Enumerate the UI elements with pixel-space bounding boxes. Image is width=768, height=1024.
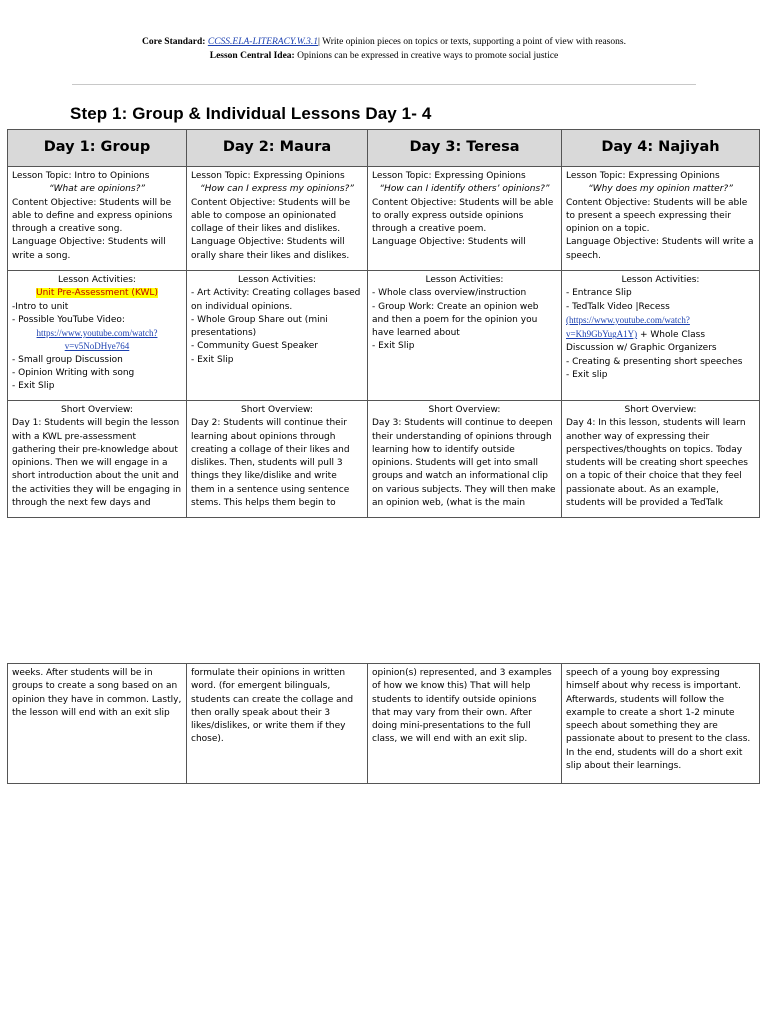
language-objective: Language Objective: Students will — [372, 237, 526, 248]
activity-item: - Whole Group Share out (mini presentations) — [191, 314, 328, 339]
day-4-overview-continued — [562, 664, 760, 784]
header-divider — [72, 84, 696, 85]
language-objective: Language Objective: Students will orally share their likes and dislikes. — [191, 237, 350, 261]
day-2-overview-continued — [187, 664, 368, 784]
language-objective: Language Objective: Students will write a song. — [12, 237, 166, 261]
central-idea-text: Opinions can be expressed in creative ways to promote social justice — [297, 51, 559, 61]
activities-title: Lesson Activities: — [238, 275, 316, 285]
activities-title: Lesson Activities: — [58, 275, 136, 285]
objectives-row — [8, 167, 760, 271]
day-2-header: Day 2: Maura — [187, 130, 368, 167]
activity-item: - Exit slip — [566, 370, 608, 381]
overview-continued-row — [8, 664, 760, 784]
activity-item: - Small group Discussion — [12, 354, 123, 365]
day-3-overview-cell — [368, 401, 562, 518]
day-2-overview-cell — [187, 401, 368, 518]
activity-item: - Community Guest Speaker — [191, 341, 318, 352]
day-2-objectives-cell — [187, 167, 368, 271]
activity-item: - Art Activity: Creating collages based on individual opinions. — [191, 288, 361, 312]
day-3-header: Day 3: Teresa — [368, 130, 562, 167]
activity-item: + Whole Class Discussion w/ Graphic Organizers — [566, 330, 717, 354]
youtube-video-link[interactable]: https://www.youtube.com/watch?v=v5NoDHye764 — [36, 328, 158, 352]
activity-item: - Opinion Writing with song — [12, 368, 135, 379]
activity-item: - Exit Slip — [372, 341, 415, 352]
essential-question: “How can I identify others’ opinions?” — [379, 184, 550, 195]
overview-text: Day 2: Students will continue their learning about opinions through creating a collage of their likes and dislikes. Then, students will pull 3 things they like/dislike and write them in a sentence using sentence stems. This helps them begin to — [191, 418, 350, 509]
day-4-overview-cell — [562, 401, 760, 518]
day-4-objectives-cell — [562, 167, 760, 271]
day-1-overview-cell — [8, 401, 187, 518]
day-3-objectives-cell — [368, 167, 562, 271]
activity-item: - Creating & presenting short speeches — [566, 356, 743, 367]
overview-text: Day 3: Students will continue to deepen their understanding of opinions through learning how to identify outside opinions. Students will get into small groups and watch an informational clip on various subjects. They will then make an opinion web, (what is the main — [372, 418, 556, 509]
lesson-topic: Lesson Topic: Expressing Opinions — [191, 171, 345, 181]
core-standard-code-link[interactable]: CCSS.ELA-LITERACY.W.3.1 — [207, 37, 319, 47]
core-standard-line — [0, 35, 768, 49]
activity-item: - Exit Slip — [12, 381, 55, 392]
activity-item: - Group Work: Create an opinion web and then a poem for the opinion you have learned about — [372, 301, 539, 339]
activity-item: - Entrance Slip — [566, 288, 632, 299]
activities-title: Lesson Activities: — [425, 275, 504, 285]
content-objective: Content Objective: Students will be able to define and express opinions through a creative song. — [12, 197, 173, 235]
overview-title: Short Overview: — [61, 405, 133, 415]
activity-item: - TedTalk Video |Recess — [566, 301, 670, 312]
day-3-activities-cell — [368, 271, 562, 401]
activities-row — [8, 271, 760, 401]
lesson-plan-table — [7, 129, 760, 518]
activity-item: - Whole class overview/instruction — [372, 288, 527, 299]
day-1-overview-continued — [8, 664, 187, 784]
overview-text: speech of a young boy expressing himself about why recess is important. Afterwards, students will follow the example to create a short 1-2 minute speech about something they are passionate about to present to the class. In the end, students will do a short exit slip about their learnings. — [566, 668, 751, 772]
lesson-topic: Lesson Topic: Expressing Opinions — [566, 171, 720, 181]
content-objective: Content Objective: Students will be able to compose an opinionated collage of their likes and dislikes. — [191, 197, 351, 235]
activity-item: - Possible YouTube Video: — [12, 314, 125, 325]
overview-title: Short Overview: — [624, 405, 697, 415]
day-1-header: Day 1: Group — [8, 130, 187, 167]
lesson-plan-table-continued — [7, 663, 760, 784]
overview-text: Day 4: In this lesson, students will learn another way of expressing their perspectives/thoughts on topics. Today students will be creating short speeches on a topic of their choice that they feel passionate about. As an example, students will be provided a TedTalk — [566, 418, 748, 509]
day-4-header: Day 4: Najiyah — [562, 130, 760, 167]
core-standard-label: Core Standard: — [142, 37, 206, 47]
day-header-row — [8, 130, 760, 167]
lesson-topic: Lesson Topic: Expressing Opinions — [372, 171, 526, 181]
overview-title: Short Overview: — [428, 405, 501, 415]
day-4-activities-cell — [562, 271, 760, 401]
content-objective: Content Objective: Students will be able to orally express outside opinions through a creative poem. — [372, 197, 554, 235]
overview-text: opinion(s) represented, and 3 examples of how we know this) That will help students to identify outside opinions that may vary from their own. After doing mini-presentations to the full class, we will end with an exit slip. — [372, 668, 552, 745]
overview-text: weeks. After students will be in groups to create a song based on an opinion they have in common. Lastly, the lesson will end with an exit slip — [12, 668, 182, 718]
language-objective: Language Objective: Students will write a speech. — [566, 237, 754, 261]
day-2-activities-cell — [187, 271, 368, 401]
overview-text: formulate their opinions in written word. (for emergent bilinguals, students can create the collage and then orally speak about their 3 likes/dislikes, or write them if they chose). — [191, 668, 354, 745]
central-idea-label: Lesson Central Idea: — [209, 51, 295, 61]
step-title: Step 1: Group & Individual Lessons Day 1- 4 — [70, 104, 432, 123]
overview-row — [8, 401, 760, 518]
central-idea-line — [0, 49, 768, 63]
activity-item: -Intro to unit — [12, 301, 69, 312]
tedtalk-video-link[interactable]: (https://www.youtube.com/watch?v=Kh9GbYugA1Y) — [566, 314, 690, 340]
pre-assessment-highlight: Unit Pre-Assessment (KWL) — [36, 288, 158, 299]
essential-question: “How can I express my opinions?” — [200, 184, 354, 195]
essential-question: “What are opinions?” — [48, 184, 146, 195]
overview-title: Short Overview: — [241, 405, 313, 415]
core-standard-text: | Write opinion pieces on topics or texts, supporting a point of view with reasons. — [318, 37, 626, 47]
content-objective: Content Objective: Students will be able to present a speech expressing their opinion on a topic. — [566, 197, 748, 235]
activity-item: - Exit Slip — [191, 354, 234, 365]
day-3-overview-continued — [368, 664, 562, 784]
essential-question: “Why does my opinion matter?” — [588, 184, 733, 195]
day-1-activities-cell — [8, 271, 187, 401]
day-1-objectives-cell — [8, 167, 187, 271]
overview-text: Day 1: Students will begin the lesson with a KWL pre-assessment gathering their pre-knowledge about opinions. Then we will engage in a short introduction about the unit and the activities they will be engaging in through the next few days and — [12, 418, 182, 509]
lesson-topic: Lesson Topic: Intro to Opinions — [12, 171, 150, 181]
activities-title: Lesson Activities: — [621, 275, 700, 285]
